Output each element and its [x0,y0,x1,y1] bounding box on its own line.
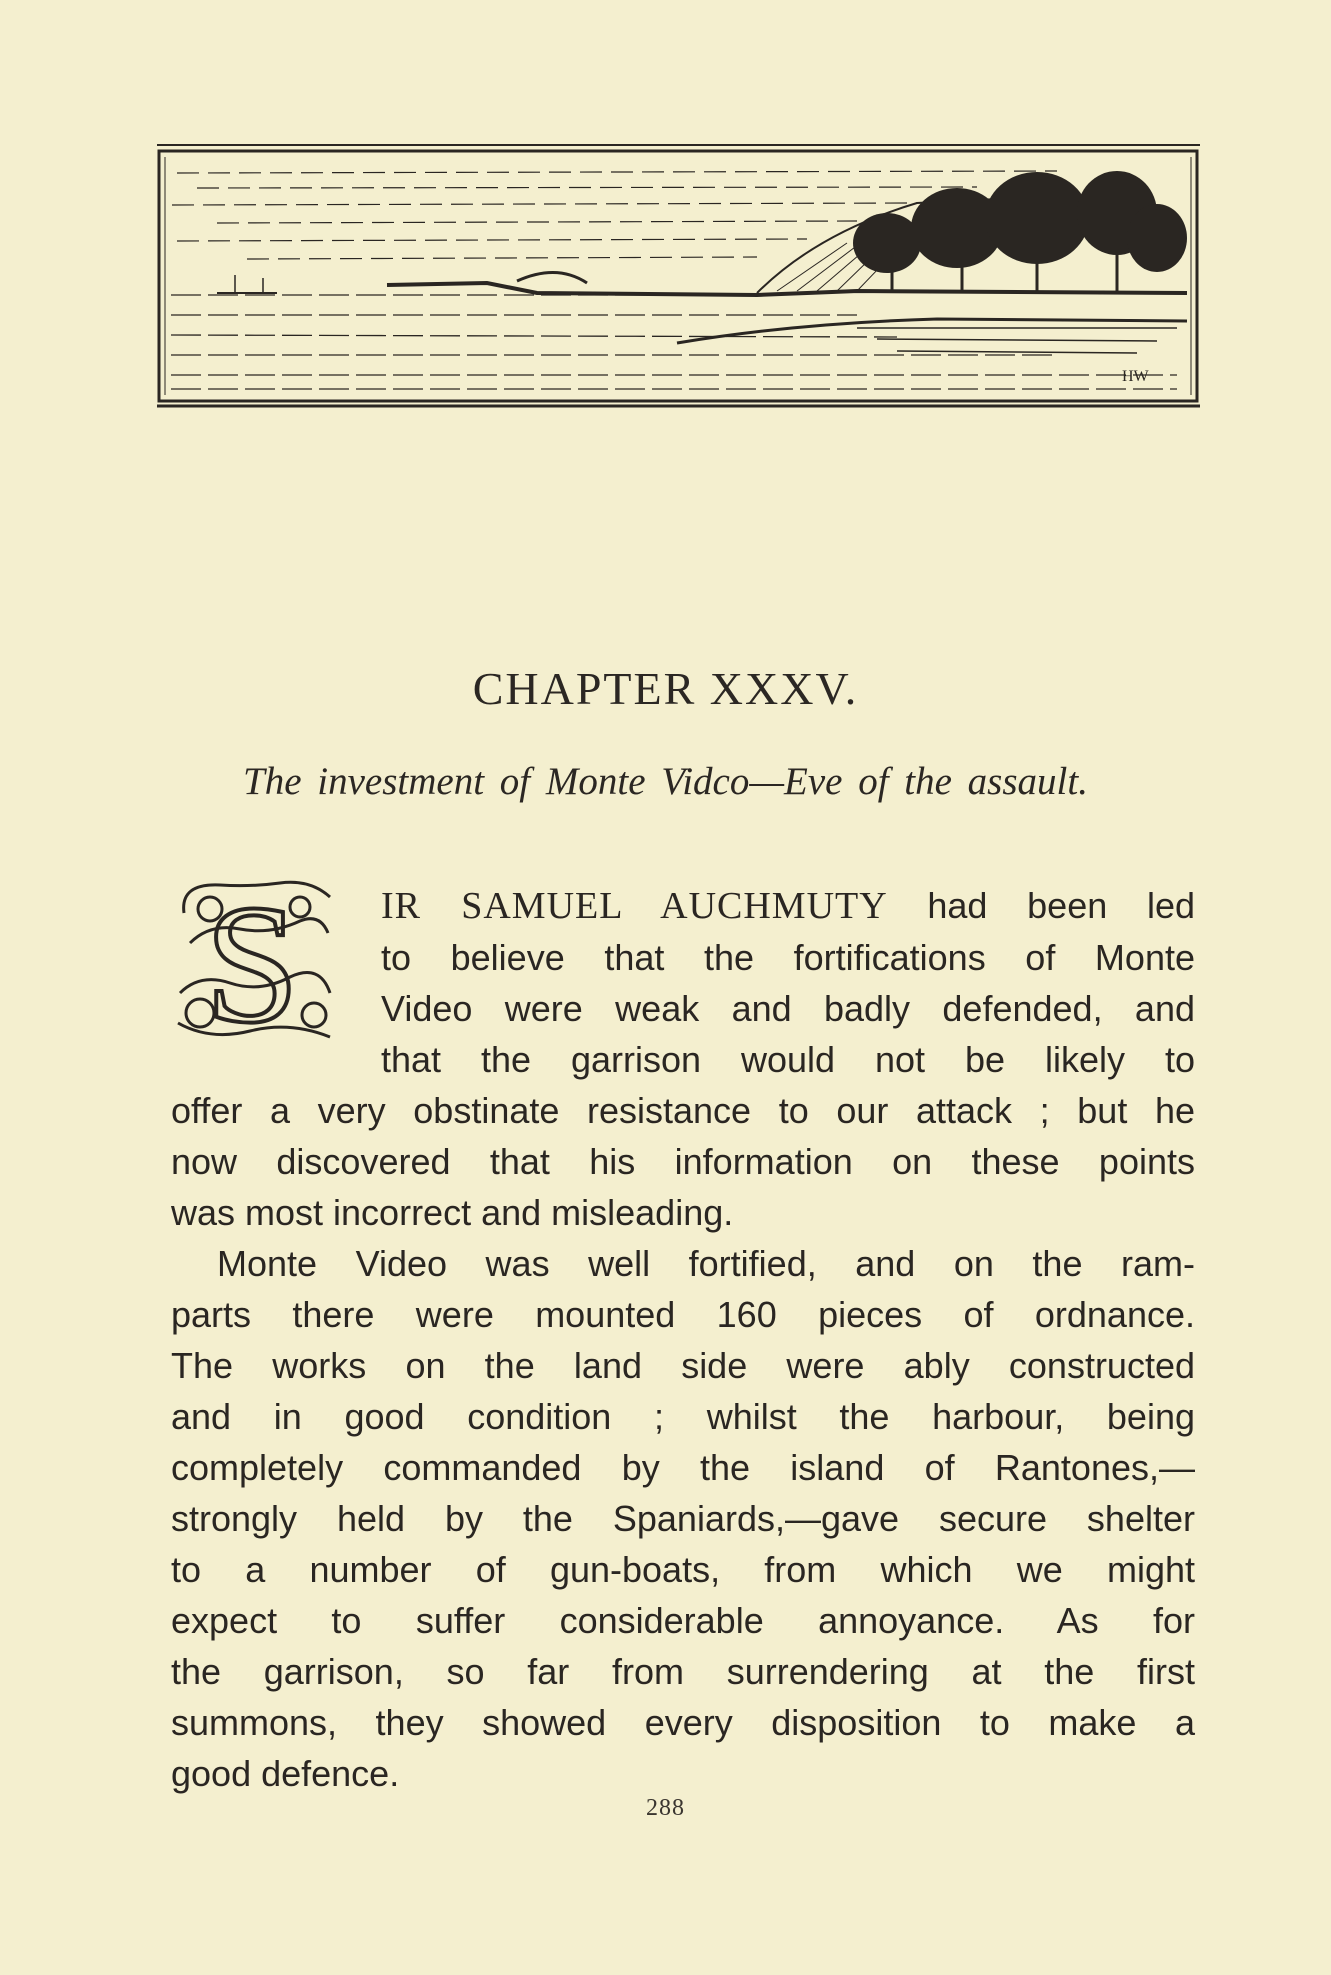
lead-in-small-caps: IR SAMUEL AUCHMUTY [381,885,888,927]
text-line: parts there were mounted 160 pieces of ordnance. [171,1294,1195,1335]
text-line: expect to suffer considerable annoyance. As for [171,1600,1195,1641]
text-line: the garrison, so far from surrendering at the first [171,1651,1195,1692]
body-text [171,880,1195,1799]
text-line [171,880,1195,932]
text-line: to a number of gun-boats, from which we might [171,1549,1195,1590]
text-line: The works on the land side were ably constructed [171,1345,1195,1386]
dropcap-letter: S [204,873,300,1045]
page-number: 288 [646,1795,685,1821]
paragraph-1 [171,880,1195,1238]
text-line: now discovered that his information on these points [171,1141,1195,1182]
text-line: Monte Video was well fortified, and on the ram- [217,1243,1195,1284]
text-line: offer a very obstinate resistance to our attack ; but he [171,1090,1195,1131]
text-line: was most incorrect and misleading. [171,1192,734,1233]
text-line-rest: had been led [887,885,1195,926]
text-line: strongly held by the Spaniards,—gave secure shelter [171,1498,1195,1539]
engraving-monogram: HW [1122,368,1149,385]
text-line: completely commanded by the island of Rantones,— [171,1447,1195,1488]
text-line: Video were weak and badly defended, and [381,988,1195,1029]
chapter-subtitle: The investment of Monte Vidco—Eve of the assault. [243,760,1088,803]
paragraph-2 [171,1238,1195,1799]
text-line: and in good condition ; whilst the harbour, being [171,1396,1195,1437]
text-line: good defence. [171,1753,400,1794]
text-line: summons, they showed every disposition to make a [171,1702,1195,1743]
chapter-heading: CHAPTER XXXV. [472,663,859,714]
text-line: to believe that the fortifications of Monte [381,937,1195,978]
text-line: that the garrison would not be likely to [381,1039,1195,1080]
landscape-engraving-icon [157,143,1200,409]
